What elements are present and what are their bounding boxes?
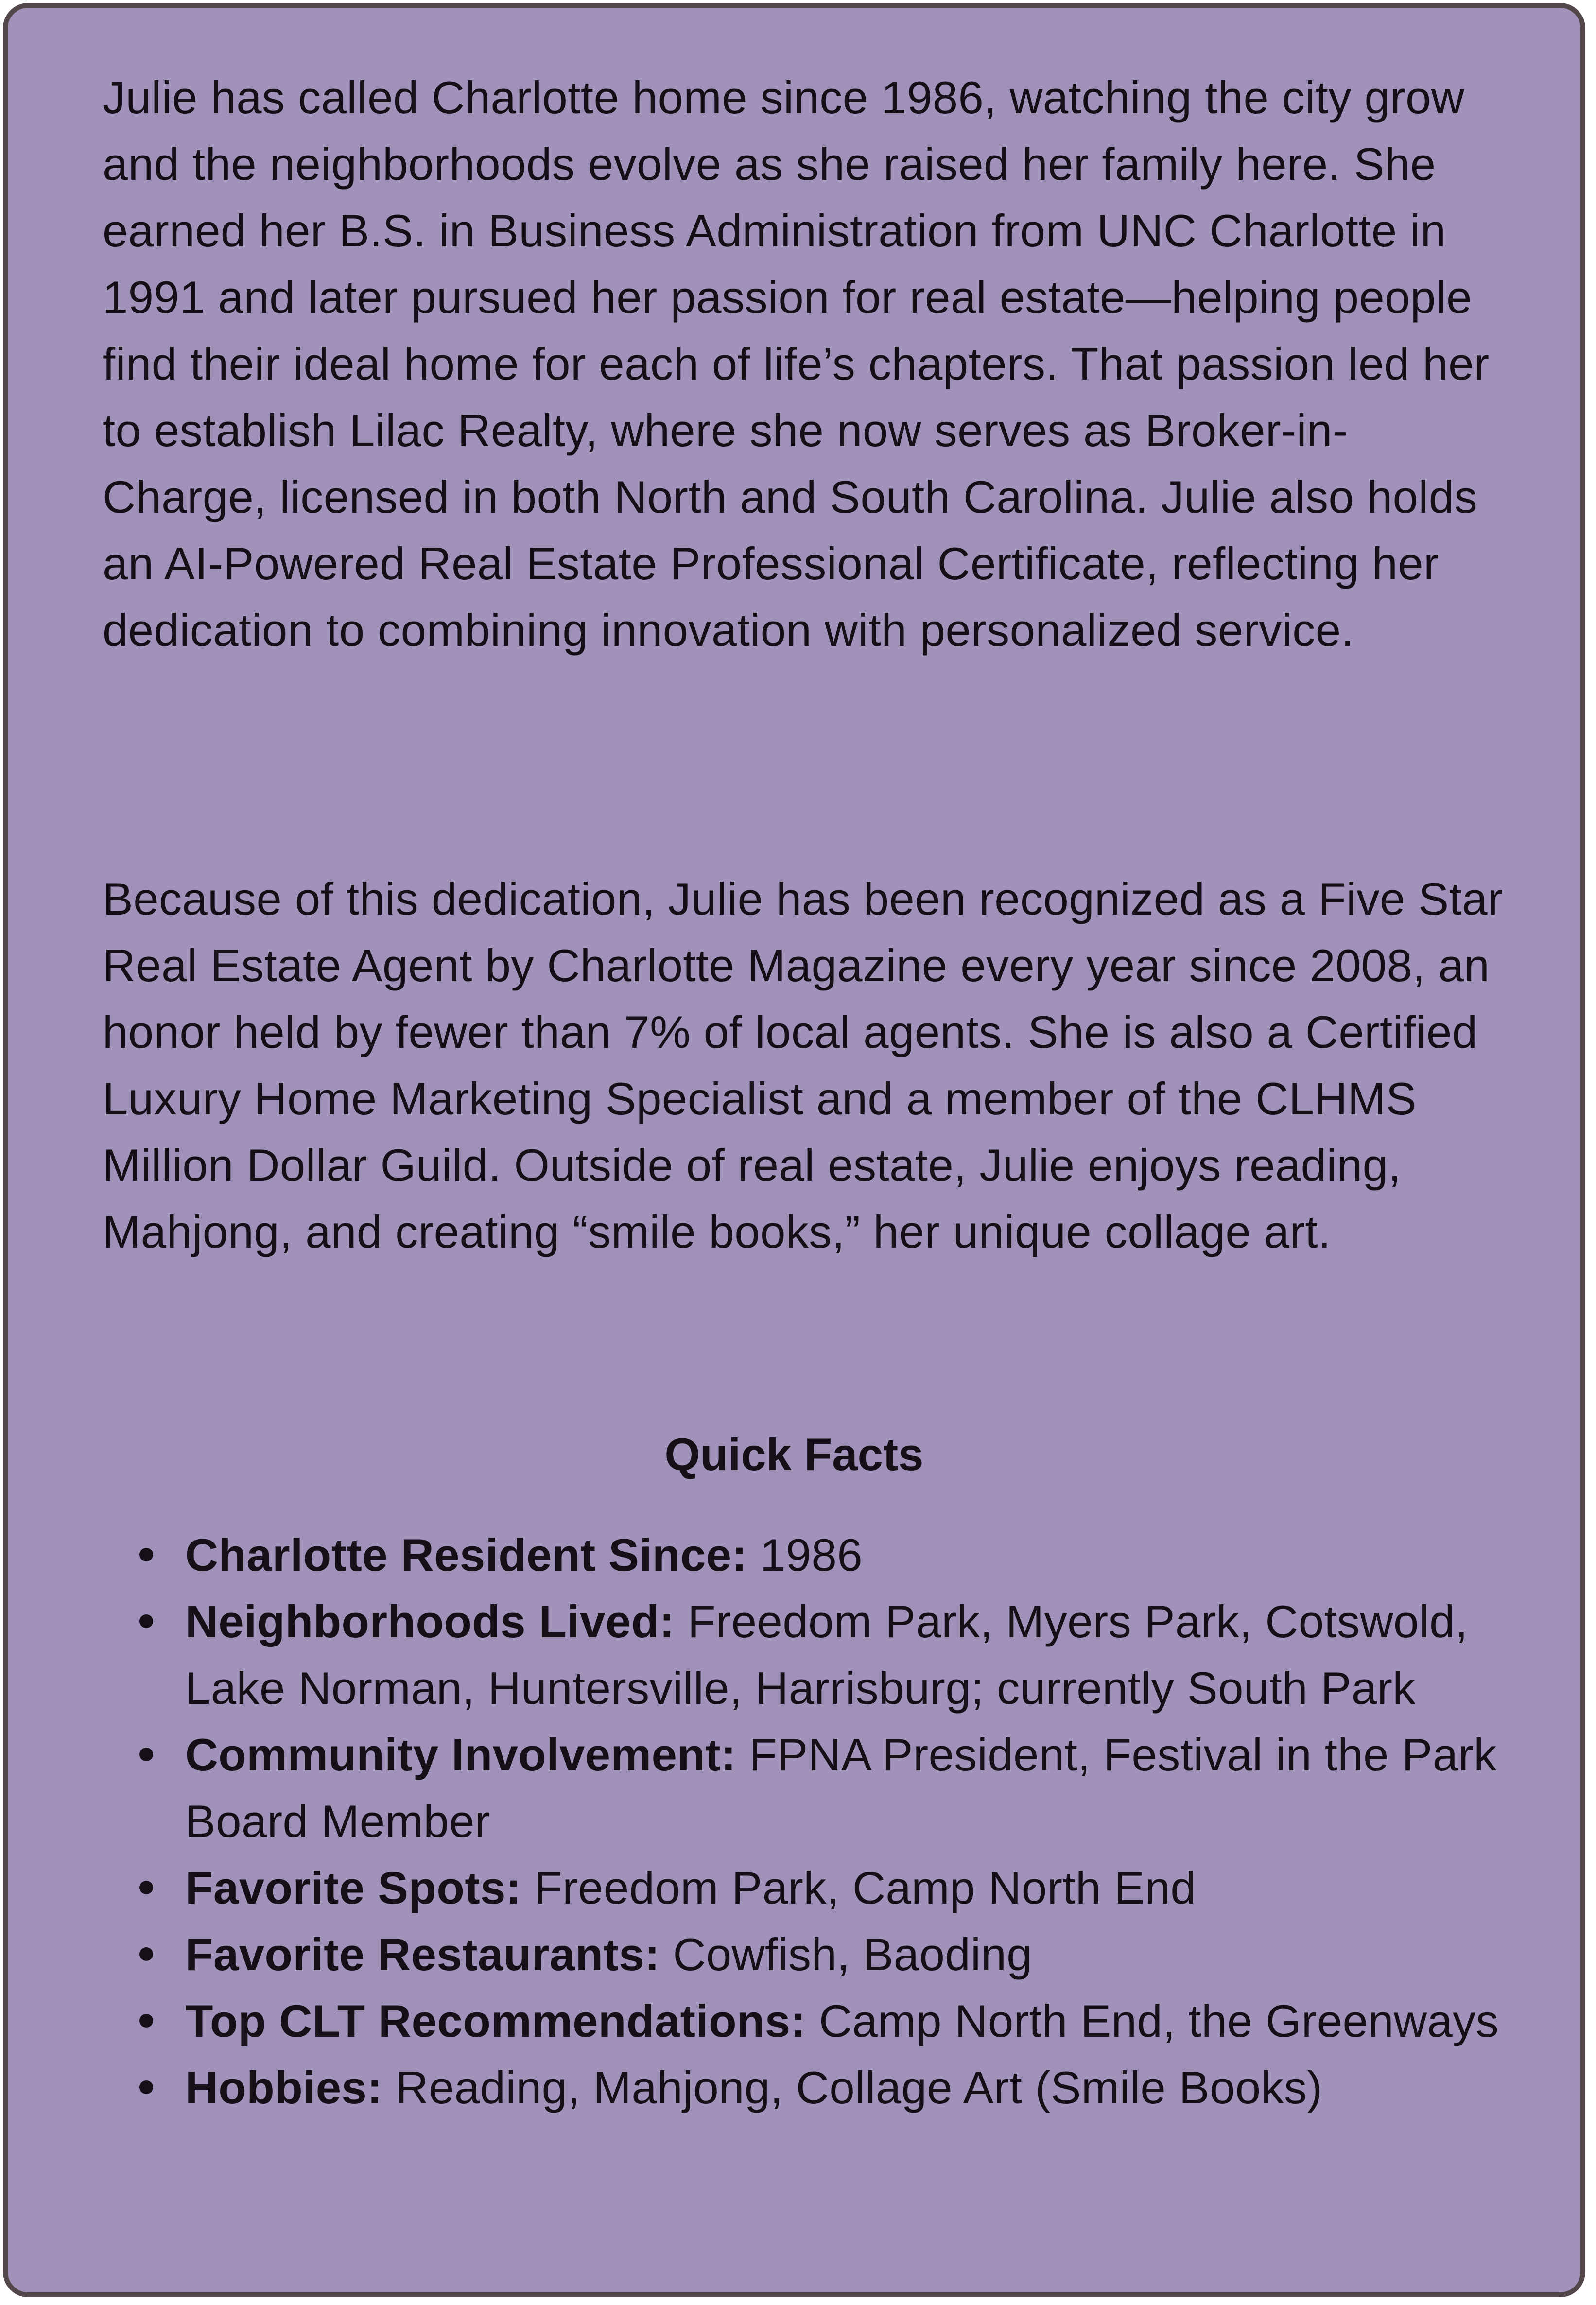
fact-value: Reading, Mahjong, Collage Art (Smile Books) — [395, 2062, 1323, 2113]
bullet-icon — [139, 2080, 153, 2094]
quick-facts-title: Quick Facts — [664, 1429, 924, 1480]
fact-item — [185, 1921, 1527, 1988]
bullet-icon — [139, 1881, 153, 1894]
fact-item — [185, 1721, 1527, 1854]
fact-value: Freedom Park, Myers Park, Cotswold, Lake Norman, Huntersville, Harrisburg; currently South Park — [185, 1596, 1468, 1714]
fact-item — [185, 2054, 1527, 2121]
bio-paragraph-2: Because of this dedication, Julie has been recognized as a Five Star Real Estate Agent by Charlotte Magazine every year since 2008, an honor held by fewer than 7% of local agents. She is also a Certified Luxury Home Marketing Specialist and a member of the CLHMS Million Dollar Guild. Outside of real estate, Julie enjoys reading, Mahjong, and creating “smile books,” her unique collage art. — [103, 873, 1503, 1257]
fact-label: Favorite Spots: — [185, 1862, 535, 1913]
bullet-icon — [139, 1748, 153, 1761]
fact-label: Top CLT Recommendations: — [185, 1995, 819, 2046]
fact-label: Favorite Restaurants: — [185, 1929, 673, 1980]
fact-label: Neighborhoods Lived: — [185, 1596, 688, 1647]
fact-value: Camp North End, the Greenways — [819, 1995, 1499, 2046]
bio-card — [3, 3, 1585, 2297]
fact-item — [185, 1854, 1527, 1921]
bio-paragraph-1: Julie has called Charlotte home since 1986, watching the city grow and the neighborhoods evolve as she raised her family here. She earned her B.S. in Business Administration from UNC Charlotte in 1991 and later pursued her passion for real estate—helping people find their ideal home for each of life’s chapters. That passion led her to establish Lilac Realty, where she now serves as Broker-in-Charge, licensed in both North and South Carolina. Julie also holds an AI-Powered Real Estate Professional Certificate, reflecting her dedication to combining innovation with personalized service. — [103, 72, 1490, 656]
bullet-icon — [139, 1947, 153, 1961]
fact-item — [185, 1522, 1527, 1588]
fact-label: Community Involvement: — [185, 1729, 749, 1780]
fact-item — [185, 1988, 1527, 2054]
fact-label: Charlotte Resident Since: — [185, 1529, 760, 1580]
bullet-icon — [139, 2014, 153, 2028]
fact-value: Freedom Park, Camp North End — [534, 1862, 1197, 1913]
bullet-icon — [139, 1548, 153, 1561]
fact-item — [185, 1588, 1527, 1721]
fact-label: Hobbies: — [185, 2062, 396, 2113]
bullet-icon — [139, 1614, 153, 1628]
fact-value: FPNA President, Festival in the Park Board Member — [185, 1729, 1497, 1847]
fact-value: 1986 — [760, 1529, 863, 1580]
quick-facts-list — [185, 1522, 1527, 2121]
fact-value: Cowfish, Baoding — [673, 1929, 1033, 1980]
